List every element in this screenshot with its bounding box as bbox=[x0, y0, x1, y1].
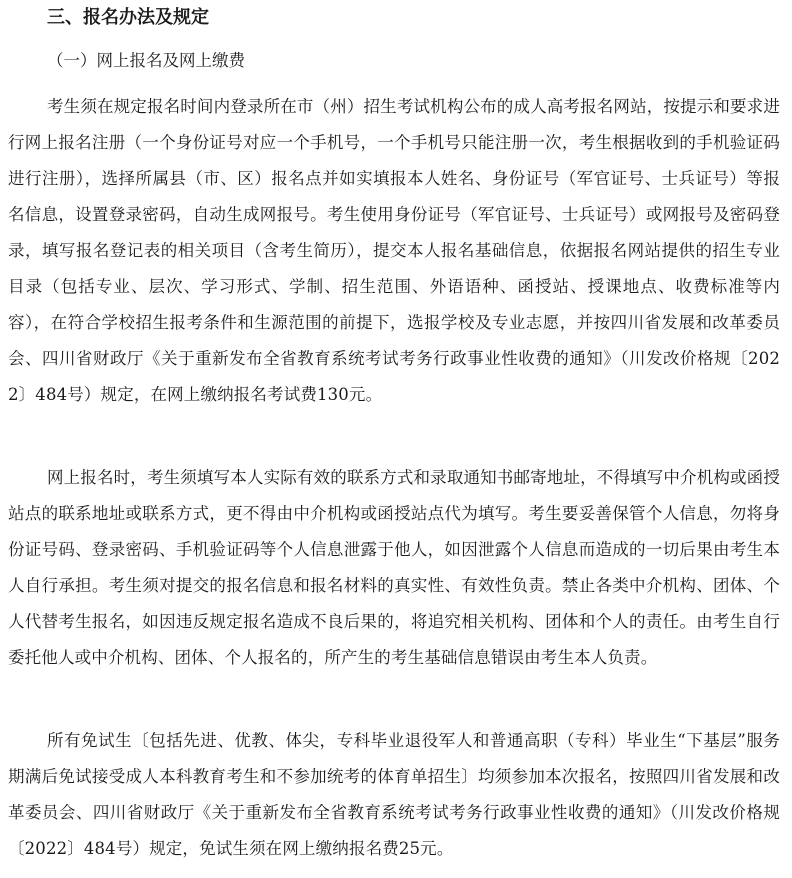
paragraph-contact-info-rules: 网上报名时，考生须填写本人实际有效的联系方式和录取通知书邮寄地址，不得填写中介机构或函授站点的联系地址或联系方式，更不得由中介机构或函授站点代为填写。考生要妥善保管个人信息，勿将身份证号码、登录密码、手机验证码等个人信息泄露于他人，如因泄露个人信息而造成的一切后果由考生本人自行承担。考生须对提交的报名信息和报名材料的真实性、有效性负责。禁止各类中介机构、团体、个人代替考生报名，如因违反规定报名造成不良后果的，将追究相关机构、团体和个人的责任。由考生自行委托他人或中介机构、团体、个人报名的，所产生的考生基础信息错误由考生本人负责。 bbox=[8, 468, 780, 667]
paragraph-online-registration: 考生须在规定报名时间内登录所在市（州）招生考试机构公布的成人高考报名网站，按提示和要求进行网上报名注册（一个身份证号对应一个手机号，一个手机号只能注册一次，考生根据收到的手机验证码进行注册），选择所属县（市、区）报名点并如实填报本人姓名、身份证号（军官证号、士兵证号）等报名信息，设置登录密码，自动生成网报号。考生使用身份证号（军官证号、士兵证号）或网报号及密码登录，填写报名登记表的相关项目（含考生简历），提交本人报名基础信息，依据报名网站提供的招生专业目录（包括专业、层次、学习形式、学制、招生范围、外语语种、函授站、授课地点、收费标准等内容），在符合学校招生报考条件和生源范围的前提下，选报学校及专业志愿，并按四川省发展和改革委员会、四川省财政厅《关于重新发布全省教育系统考试考务行政事业性收费的通知》（川发改价格规〔2022〕484号）规定，在网上缴纳报名考试费130元。 bbox=[8, 97, 780, 404]
subsection-heading: （一）网上报名及网上缴费 bbox=[47, 51, 245, 70]
paragraph-exempt-students: 所有免试生〔包括先进、优教、体尖，专科毕业退役军人和普通高职（专科）毕业生“下基层”服务期满后免试接受成人本科教育考生和不参加统考的体育单招生〕均须参加本次报名，按照四川省发展和改革委员会、四川省财政厅《关于重新发布全省教育系统考试考务行政事业性收费的通知》（川发改价格规〔2022〕484号）规定，免试生须在网上缴纳报名费25元。 bbox=[8, 731, 780, 858]
section-heading: 三、报名办法及规定 bbox=[47, 7, 209, 28]
